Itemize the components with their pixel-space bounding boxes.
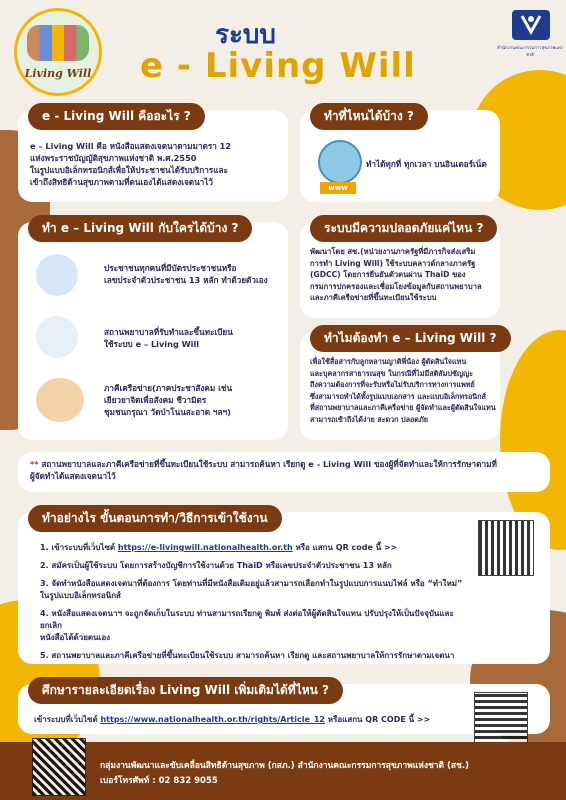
step-number: 1. bbox=[40, 543, 49, 552]
step-text: หนังสือแสดงเจตนาฯ จะถูกจัดเก็บในระบบ ท่านสามารถเรียกดู พิมพ์ ส่งต่อให้ผู้ตัดสินใจแทน ปรับปรุงให้เป็นปัจจุบันและยกเลิก bbox=[40, 609, 454, 630]
footer-phone: เบอร์โทรศัพท์ : 02 832 9055 bbox=[100, 776, 218, 786]
step-text: สถานพยาบาลและภาคีเครือข่ายที่ขึ้นทะเบียนใช้ระบบ สามารถค้นหา เรียกดู และสถานพยาบาลให้การรักษาตามเจตนา bbox=[51, 651, 455, 660]
security-heading: ระบบมีความปลอดภัยแค่ไหน ? bbox=[310, 215, 497, 242]
article-12-link[interactable]: https://www.nationalhealth.or.th/rights/Article_12 bbox=[100, 715, 325, 724]
qr-code-footer[interactable] bbox=[32, 738, 86, 796]
family-illustration bbox=[27, 25, 89, 61]
notice-line: สถานพยาบาลและภาคีเครือข่ายที่ขึ้นทะเบียนใช้ระบบ สามารถค้นหา เรียกดู e - Living Will ของผู้ที่จัดทำและให้การรักษาตามที่ bbox=[41, 459, 497, 469]
org-logo-caption: สำนักงานคณะกรรมการสุขภาพแห่งชาติ bbox=[497, 46, 563, 58]
notice-mark: ** bbox=[30, 459, 39, 469]
who-item-3 bbox=[104, 382, 232, 418]
why-heading: ทำไมต้องทำ e – Living Will ? bbox=[310, 325, 511, 352]
security-line: กรมการปกครองและเชื่อมโยงข้อมูลกับสถานพยาบาล bbox=[310, 281, 482, 291]
register-link[interactable]: https://e-livingwill.nationalhealth.or.th bbox=[117, 543, 293, 552]
nhco-mark-icon bbox=[512, 10, 550, 40]
why-line: เพื่อใช้สื่อสารกับลูกหลานญาติพี่น้อง ผู้ตัดสินใจแทน bbox=[310, 357, 467, 366]
person-icon bbox=[36, 254, 78, 296]
who-item-line: ใช้ระบบ e – Living Will bbox=[104, 339, 200, 349]
why-line: สามารถเข้าถึงได้ง่าย สะดวก ปลอดภัย bbox=[310, 414, 428, 424]
why-line: ซึ่งสามารถทำได้ทั้งรูปแบบเอกสาร และแบบอิเล็กทรอนิกส์ bbox=[310, 391, 486, 401]
security-line: พัฒนาโดย สช.(หน่วยงานภาครัฐที่มีภารกิจส่งเสริม bbox=[310, 247, 476, 256]
who-item-line: เยียวยาจิตเพื่อสังคม ชีวามิตร bbox=[104, 395, 207, 405]
step-5 bbox=[40, 650, 470, 662]
what-line: e – Living Will คือ หนังสือแสดงเจตนาตามมาตรา 12 bbox=[30, 141, 232, 151]
what-line: ในรูปแบบอิเล็กทรอนิกส์เพื่อให้ประชาชนได้รับบริการและ bbox=[30, 165, 228, 175]
steps-list bbox=[40, 542, 470, 662]
steps-heading: ทำอย่างไร ขั้นตอนการทำ/วิธีการเข้าใช้งาน bbox=[28, 505, 282, 532]
hospital-staff-icon bbox=[36, 316, 78, 358]
step-number: 2. bbox=[40, 561, 49, 570]
where-heading: ทำที่ไหนได้บ้าง ? bbox=[310, 103, 428, 130]
step-text: หนังสือได้ด้วยตนเอง bbox=[40, 633, 111, 642]
title-line2: e - Living Will bbox=[140, 46, 416, 86]
what-heading: e - Living Will คืออะไร ? bbox=[28, 103, 205, 130]
step-text: หรือ แสกน QR code นี้ >> bbox=[295, 543, 398, 552]
where-body: ทำได้ทุกที่ ทุกเวลา บนอินเตอร์เน็ต bbox=[366, 159, 487, 169]
more-prefix: เข้าระบบที่เว็บไซต์ bbox=[34, 715, 98, 724]
security-body bbox=[310, 246, 500, 304]
step-2 bbox=[40, 560, 470, 572]
footer-org: กลุ่มงานพัฒนาและขับเคลื่อนสิทธิด้านสุขภาพ (กสภ.) สำนักงานคณะกรรมการสุขภาพแห่งชาติ (สช.) bbox=[100, 761, 469, 771]
who-item-line: ประชาชนทุกคนที่มีบัตรประชาชนหรือ bbox=[104, 263, 237, 273]
more-body bbox=[34, 714, 430, 726]
why-line: และบุคลากรสาธารณสุข ในกรณีที่ไม่มีสติสัมปชัญญะ bbox=[310, 368, 473, 378]
globe-icon bbox=[318, 140, 362, 184]
what-line: เข้าถึงสิทธิด้านสุขภาพตามที่ตนเองได้แสดงเจตนาไว้ bbox=[30, 177, 214, 187]
notice-line-1 bbox=[30, 458, 545, 470]
what-body bbox=[30, 140, 285, 188]
step-4 bbox=[40, 608, 470, 644]
step-text: จัดทำหนังสือแสดงเจตนาที่ต้องการ โดยท่านที่มีหนังสือเดิมอยู่แล้วสามารถเลือกทำในรูปแบบการแนบไฟล์ หรือ “ทำใหม่” bbox=[51, 579, 463, 588]
title-line1: ระบบ bbox=[215, 20, 276, 50]
step-number: 4. bbox=[40, 609, 49, 618]
why-body bbox=[310, 356, 500, 425]
step-3 bbox=[40, 578, 470, 602]
who-item-1 bbox=[104, 262, 268, 286]
notice-text bbox=[30, 458, 545, 482]
what-line: แห่งพระราชบัญญัติสุขภาพแห่งชาติ พ.ศ.2550 bbox=[30, 153, 197, 163]
step-text: ในรูปแบบอิเล็กทรอนิกส์ bbox=[40, 591, 121, 600]
qr-code-more[interactable] bbox=[474, 692, 528, 746]
who-item-line: สถานพยาบาลที่รับทำและขึ้นทะเบียน bbox=[104, 327, 233, 337]
security-line: การทำ Living Will) ใช้ระบบคลาวด์กลางภาครัฐ bbox=[310, 258, 476, 268]
who-item-line: ชุมชนกรุณา วัดป่าโนนสะอาด ฯลฯ) bbox=[104, 407, 231, 417]
why-line: ที่สถานพยาบาลและภาคีเครือข่าย ผู้จัดทำและผู้ตัดสินใจแทน bbox=[310, 403, 496, 412]
why-line: ถึงความต้องการที่จะรับหรือไม่รับบริการทางการแพทย์ bbox=[310, 380, 475, 389]
who-item-line: เลขประจำตัวประชาชน 13 หลัก ทำด้วยตัวเอง bbox=[104, 275, 268, 285]
step-number: 3. bbox=[40, 579, 49, 588]
who-item-2 bbox=[104, 326, 233, 350]
who-item-line: ภาคีเครือข่าย(ภาคประชาสังคม เช่น bbox=[104, 383, 233, 393]
step-text: สมัครเป็นผู้ใช้ระบบ โดยการสร้างบัญชีการใช้งานด้วย ThaiD หรือเลขประจำตัวประชาชน 13 หลัก bbox=[51, 561, 392, 570]
step-text: เข้าระบบที่เว็บไซต์ bbox=[51, 543, 116, 552]
security-line: (GDCC) โดยการยืนยันตัวตนผ่าน ThaiD ของ bbox=[310, 270, 466, 279]
www-icon-caption: www bbox=[320, 182, 356, 194]
nhco-logo bbox=[512, 10, 550, 40]
qr-code-steps[interactable] bbox=[478, 520, 534, 576]
logo-caption: Living Will bbox=[24, 67, 92, 80]
more-heading: ศึกษารายละเอียดเรื่อง Living Will เพิ่มเติมได้ที่ไหน ? bbox=[28, 677, 343, 704]
more-suffix: หรือแสกน QR CODE นี้ >> bbox=[327, 715, 431, 724]
step-1 bbox=[40, 542, 470, 554]
notice-line: ผู้จัดทำได้แสดงเจตนาไว้ bbox=[30, 471, 116, 481]
step-number: 5. bbox=[40, 651, 49, 660]
security-line: และภาคีเครือข่ายที่ขึ้นทะเบียนใช้ระบบ bbox=[310, 293, 437, 302]
living-will-logo bbox=[14, 8, 102, 96]
who-heading: ทำ e – Living Will กับใครได้บ้าง ? bbox=[28, 215, 252, 242]
network-group-icon bbox=[36, 378, 84, 422]
